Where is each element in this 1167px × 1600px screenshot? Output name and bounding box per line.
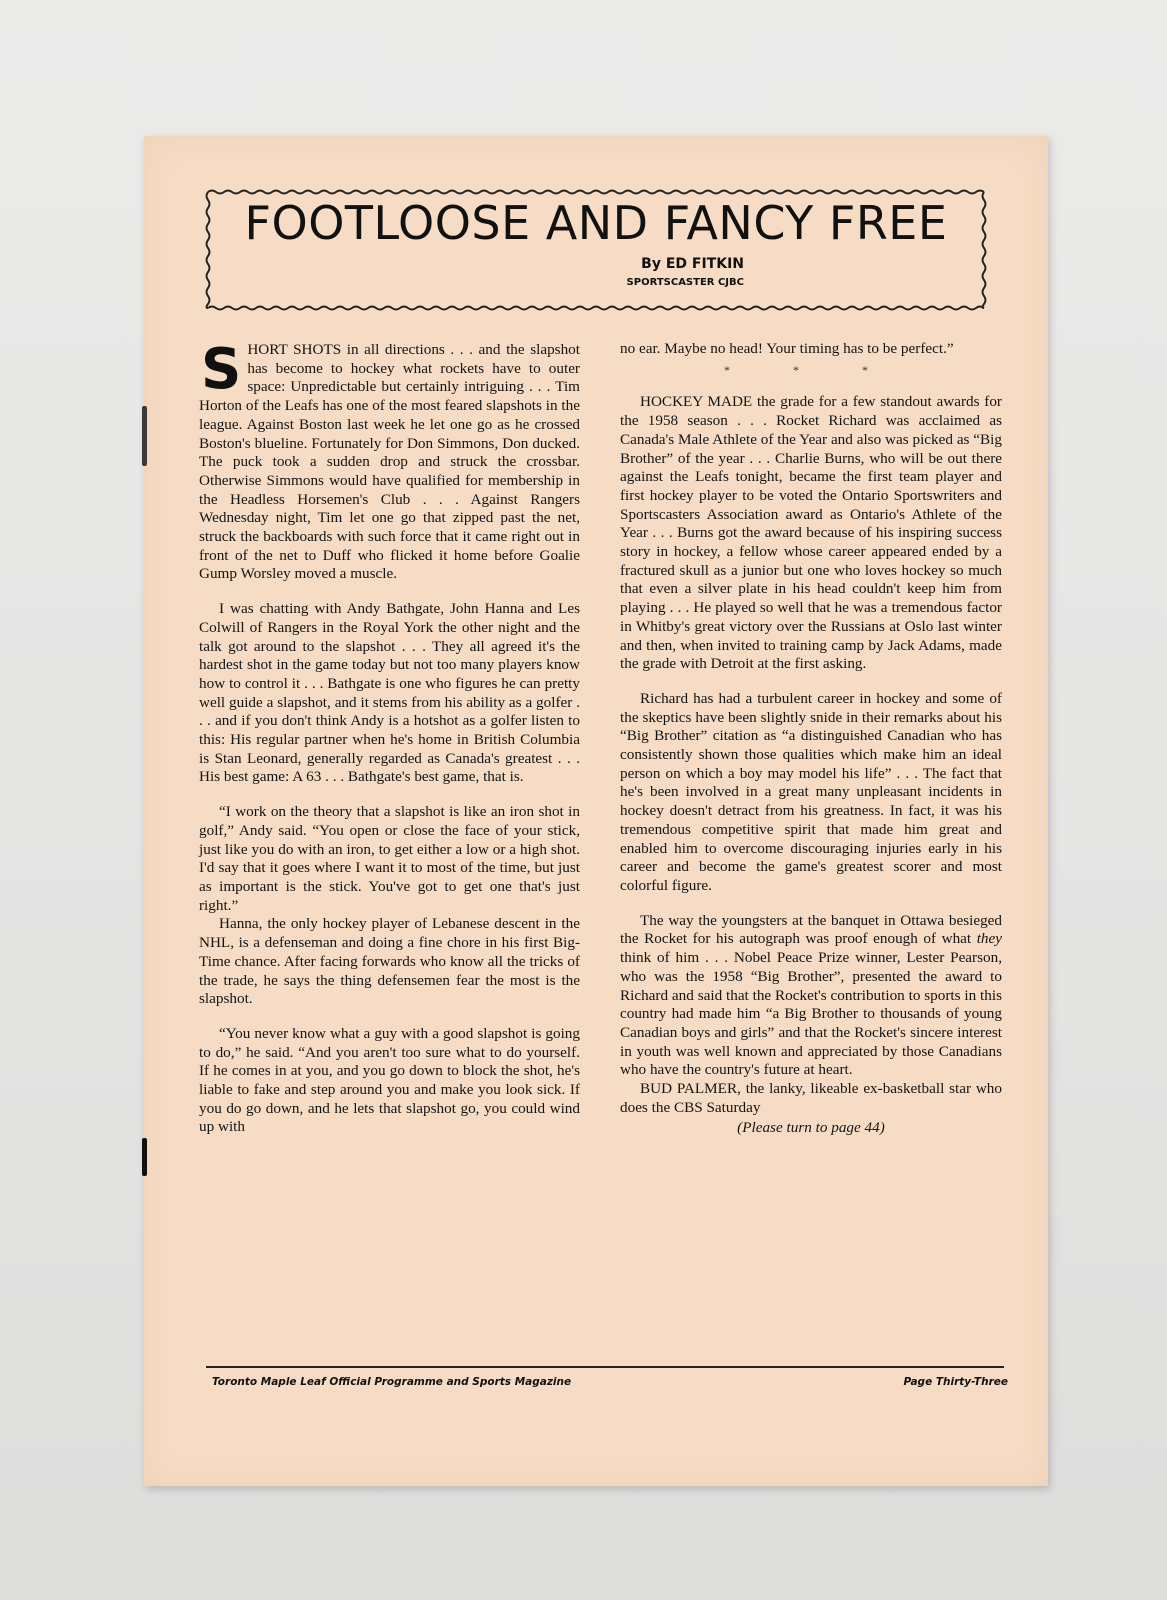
footer-publication: Toronto Maple Leaf Official Programme and Sports Magazine xyxy=(212,1376,572,1388)
paragraph: SHORT SHOTS in all directions . . . and the slapshot has become to hockey what rockets have to outer space: Unpredictable but certainly intriguing . . . Tim Horton of the Leafs has one of the most feared slapshots in the league. Against Boston last week he let one go as he crossed Boston's blueline. Fortunately for Don Simmons, Don ducked. The puck took a sudden drop and struck the crossbar. Otherwise Simmons would have qualified for membership in the Headless Horsemen's Club . . . Against Rangers Wednesday night, Tim let one go that zipped past the net, struck the backboards with such force that it came right out in front of the net to Duff who flicked it home before Goalie Gump Worsley moved a muscle. xyxy=(199,337,580,583)
left-column xyxy=(199,337,580,1153)
byline: By ED FITKIN xyxy=(641,256,744,272)
paragraph: no ear. Maybe no head! Your timing has to be perfect.” xyxy=(620,340,954,357)
magazine-page xyxy=(144,136,1048,1486)
footer-page-number: Page Thirty-Three xyxy=(903,1376,1008,1388)
paragraph: The way the youngsters at the banquet in Ottawa besieged the Rocket for his autograph was proof enough of what they think of him . . . Nobel Peace Prize winner, Lester Pearson, who was the 1958 “Big Brother”, presented the award to Richard and said that the Rocket's contribution to sports in this country had made him “a Big Brother to thousands of young Canadian boys and girls” and that the Rocket's sincere interest in youth was well known and appreciated by those Canadians who have the country's future at heart. xyxy=(620,911,1002,1079)
paragraph: HOCKEY MADE the grade for a few standout awards for the 1958 season . . . Rocket Richard was acclaimed as Canada's Male Athlete of the Year and also was picked as “Big Brother” of the year . . . Charlie Burns, who will be out there against the Leafs tonight, became the first team player and first hockey player to be voted the Ontario Sportswriters and Sportscasters Association award as Ontario's Athlete of the Year . . . Burns got the award because of his inspiring success story in hockey, a fellow whose career appeared ended by a fractured skull as a junior but one who loves hockey so much that even a silver plate in his head couldn't keep him from playing . . . He played so well that he was a tremendous factor in Whitby's great victory over the Russians at Oslo last winter and then, when invited to training camp by Jack Adams, made the grade with Detroit at the first asking. xyxy=(620,393,1002,673)
staple-top xyxy=(142,406,147,466)
author-credit: SPORTSCASTER CJBC xyxy=(626,277,744,288)
title-box xyxy=(204,188,988,312)
paragraph: I was chatting with Andy Bathgate, John Hanna and Les Colwill of Rangers in the Royal York the other night and the talk got around to the slapshot . . . They all agreed it's the hardest shot in the game today but not too many players know how to control it . . . Bathgate is one who figures he can pretty well guide a slapshot, and it stems from his ability as a golfer . . . and if you don't think Andy is a hotshot as a golfer listen to this: His regular partner when he's home in British Columbia is Stan Leonard, generally regarded as Canada's greatest . . . His best game: A 63 . . . Bathgate's best game, that is. xyxy=(199,600,580,786)
paragraph: Richard has had a turbulent career in hockey and some of the skeptics have been slightly snide in their remarks about his “Big Brother” citation as “a distinguished Canadian who has consistently shown those qualities which make him an ideal person on which a boy may model his life” . . . The fact that he's been involved in a great many unpleasant incidents in hockey doesn't detract from his greatness. In fact, it was his tremendous competitive spirit that made him great and enabled him to overcome discouraging injuries early in his career and become the game's greatest scorer and most colorful figure. xyxy=(620,689,1002,894)
paragraph: “I work on the theory that a slapshot is like an iron shot in golf,” Andy said. “You open or close the face of your stick, just like you do with an iron, to get either a low or a high shot. I'd say that it goes where I want it to most of the time, but just as important is the stick. You've got to get one that's just right.” xyxy=(199,803,580,914)
article-title: FOOTLOOSE AND FANCY FREE xyxy=(244,196,948,250)
paragraph: “You never know what a guy with a good slapshot is going to do,” he said. “And you aren't too sure what to do yourself. If he comes in at you, and you go down to block the shot, he's liable to fake and step around you and make you look sick. If you do go down, and he lets that slapshot go, you could wind up with xyxy=(199,1024,580,1136)
drop-cap: S xyxy=(201,337,242,402)
paragraph: BUD PALMER, the lanky, likeable ex-basketball star who does the CBS Saturday xyxy=(620,1080,1002,1116)
right-column xyxy=(620,340,1002,1138)
footer-rule xyxy=(206,1366,1004,1368)
paragraph: Hanna, the only hockey player of Lebanese descent in the NHL, is a defenseman and doing a fine chore in his first Big-Time chance. After facing forwards who know all the tricks of the trade, he says the thing defensemen fear the most is the slapshot. xyxy=(199,915,580,1008)
continued-note: (Please turn to page 44) xyxy=(737,1119,885,1137)
section-separator: * * * xyxy=(724,362,898,377)
staple-bottom xyxy=(142,1138,147,1176)
